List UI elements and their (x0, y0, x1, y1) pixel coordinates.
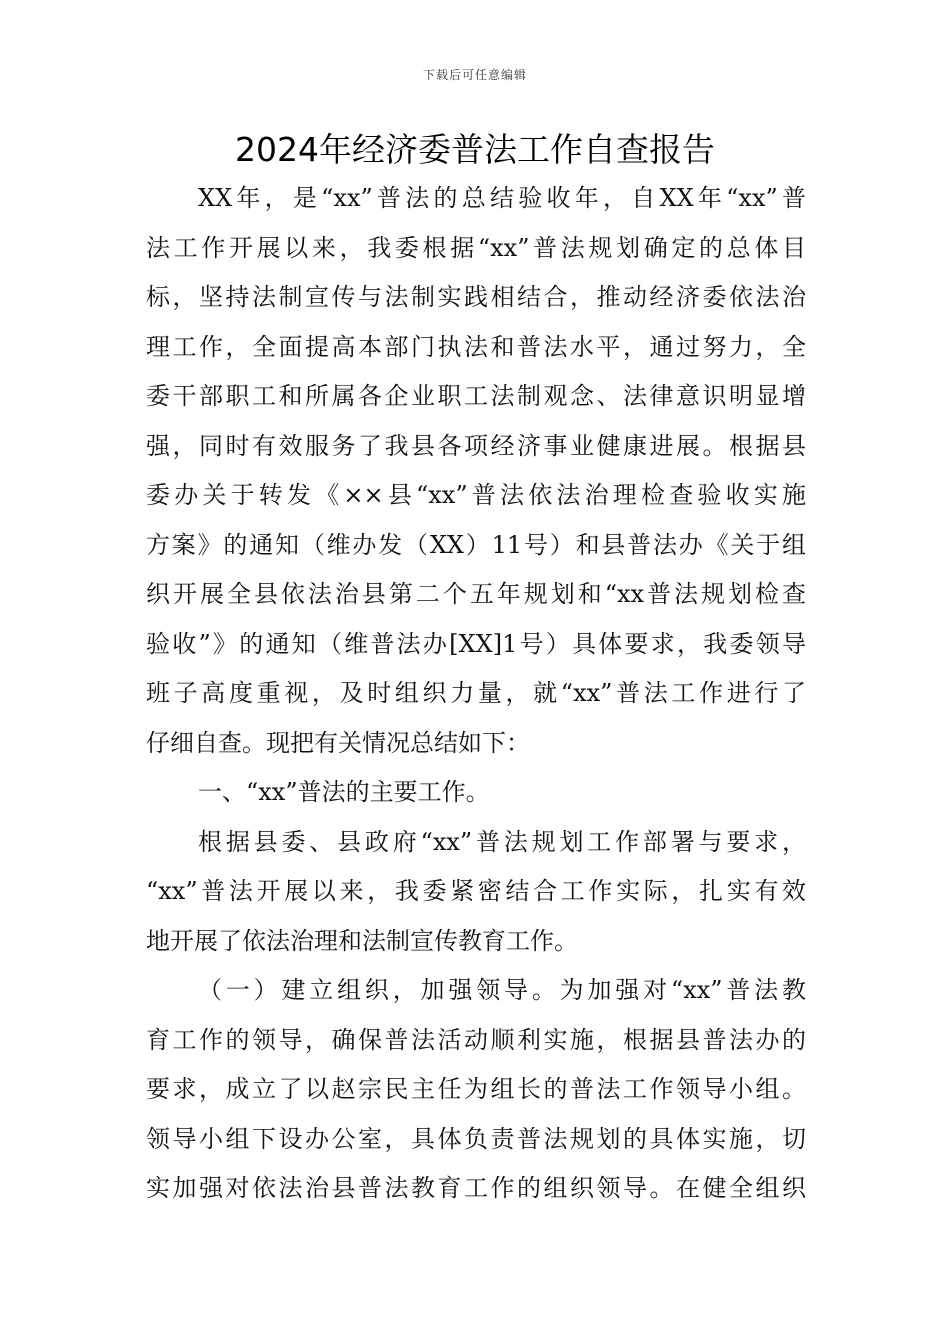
text-line: 一、“xx”普法的主要工作。 (198, 778, 490, 806)
text-line: 地开展了依法治理和法制宣传教育工作。 (146, 926, 578, 955)
text-line: “xx”普法开展以来，我委紧密结合工作实际，扎实有效 (146, 877, 806, 905)
text-line: 理工作，全面提高本部门执法和普法水平，通过努力，全 (146, 332, 806, 361)
text-line: XX年，是“xx”普法的总结验收年，自XX年“xx”普 (198, 184, 806, 212)
document-title: 2024年经济委普法工作自查报告 (235, 130, 715, 169)
text-line: 委干部职工和所属各企业职工法制观念、法律意识明显增 (146, 382, 806, 410)
text-line: 实加强对依法治县普法教育工作的组织领导。在健全组织 (146, 1174, 806, 1202)
text-line: 育工作的领导，确保普法活动顺利实施，根据县普法办的 (146, 1025, 806, 1054)
header-note: 下载后可任意编辑 (422, 68, 527, 82)
text-line: 根据县委、县政府“xx”普法规划工作部署与要求， (198, 827, 806, 856)
text-line: 法工作开展以来，我委根据“xx”普法规划确定的总体目 (146, 233, 806, 262)
text-line: 验收”》的通知（维普法办[XX]1号）具体要求，我委领导 (146, 629, 806, 658)
text-line: 要求，成立了以赵宗民主任为组长的普法工作领导小组。 (146, 1075, 806, 1103)
text-line: 委办关于转发《××县“xx”普法依法治理检查验收实施 (146, 481, 806, 509)
text-line: （一）建立组织，加强领导。为加强对“xx”普法教 (198, 976, 806, 1004)
text-line: 班子高度重视，及时组织力量，就“xx”普法工作进行了 (146, 679, 806, 707)
document-body (146, 174, 806, 1214)
text-line: 织开展全县依法治县第二个五年规划和“xx普法规划检查 (146, 580, 806, 608)
text-line: 方案》的通知（维办发（XX）11号）和县普法办《关于组 (146, 530, 806, 559)
text-line: 领导小组下设办公室，具体负责普法规划的具体实施，切 (146, 1124, 806, 1153)
text-line: 仔细自查。现把有关情况总结如下： (146, 728, 530, 757)
text-line: 强，同时有效服务了我县各项经济事业健康进展。根据县 (146, 431, 806, 460)
text-line: 标，坚持法制宣传与法制实践相结合，推动经济委依法治 (146, 283, 806, 311)
